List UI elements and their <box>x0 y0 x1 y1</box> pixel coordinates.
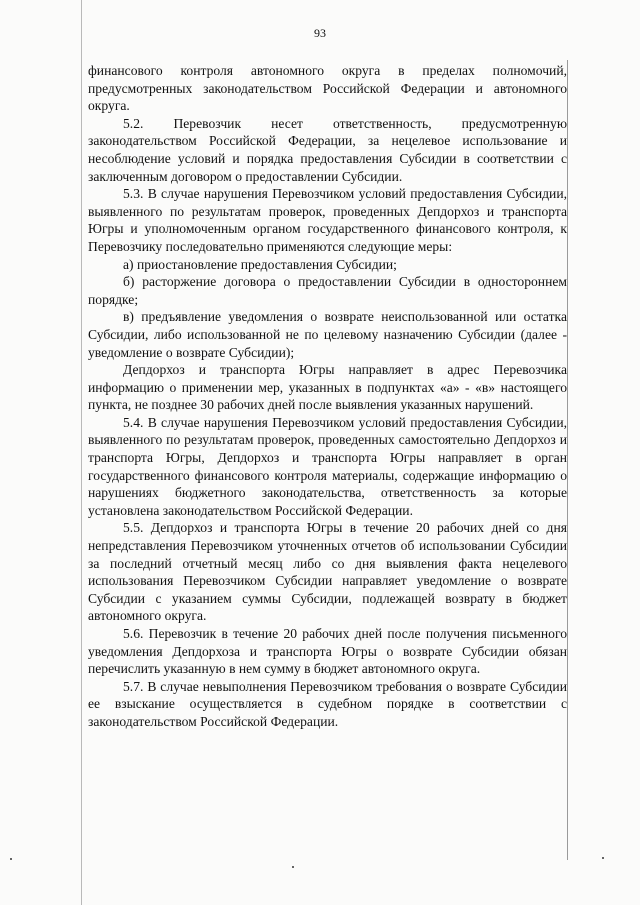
scan-speck <box>292 866 294 868</box>
paragraph-5-6: 5.6. Перевозчик в течение 20 рабочих дней после получения письменного уведомления Депдорхоза и транспорта Югры о возврате Субсидии обязан перечислить указанную в нем сумму в бюджет автономного округа. <box>88 626 567 677</box>
paragraph-5-3: 5.3. В случае нарушения Перевозчиком условий предоставления Субсидии, выявленного по результатам проверок, проведенных Депдорхоз и транспорта Югры и уполномоченным органом государственного финансового контроля, к Перевозчику последовательно применяются следующие меры: <box>88 186 567 254</box>
scan-margin-line <box>567 60 568 860</box>
page-number: 93 <box>314 26 326 40</box>
paragraph-5-5: 5.5. Депдорхоз и транспорта Югры в течение 20 рабочих дней со дня непредставления Перевозчиком уточненных отчетов об использовании Субсидии за последний отчетный месяц либо со дня выявления факта нецелевого использования Перевозчиком Субсидии направляет уведомление о возврате Субсидии с указанием суммы Субсидии, подлежащей возврату в бюджет автономного округа. <box>88 520 567 624</box>
paragraph-continuation: финансового контроля автономного округа в пределах полномочий, предусмотренных законодательством Российской Федерации и автономного округа. <box>88 63 567 114</box>
scan-speck <box>10 858 12 860</box>
paragraph-notification: Депдорхоз и транспорта Югры направляет в адрес Перевозчика информацию о применении мер, указанных в подпунктах «а» - «в» настоящего пункта, не позднее 30 рабочих дней после выявления указанных нарушений. <box>88 362 567 413</box>
paragraph-5-4: 5.4. В случае нарушения Перевозчиком условий предоставления Субсидии, выявленного по результатам проверок, проведенных самостоятельно Депдорхоз и транспорта Югры, Депдорхоз и транспорта Югры направляет в орган государственного финансового контроля материалы, содержащие информацию о нарушениях бюджетного законодательства, ответственность за которые установлена законодательством Российской Федерации. <box>88 414 567 518</box>
paragraph-5-2: 5.2. Перевозчик несет ответственность, предусмотренную законодательством Российской Федерации, за нецелевое использование и несоблюдение условий и порядка предоставления Субсидии в соответствии с заключенным договором о предоставлении Субсидии. <box>88 115 567 184</box>
paragraph-5-7: 5.7. В случае невыполнения Перевозчиком требования о возврате Субсидии ее взыскание осуществляется в судебном порядке в соответствии с законодательством Российской Федерации. <box>88 678 567 729</box>
list-item-a: а) приостановление предоставления Субсидии; <box>123 256 397 272</box>
list-item-v: в) предъявление уведомления о возврате неиспользованной или остатка Субсидии, либо использованной не по целевому назначению Субсидии (далее - уведомление о возврате Субсидии); <box>88 309 567 360</box>
list-item-b: б) расторжение договора о предоставлении Субсидии в одностороннем порядке; <box>88 274 567 307</box>
document-body <box>88 62 567 731</box>
scan-speck <box>602 857 604 859</box>
scan-edge-line <box>81 0 82 905</box>
